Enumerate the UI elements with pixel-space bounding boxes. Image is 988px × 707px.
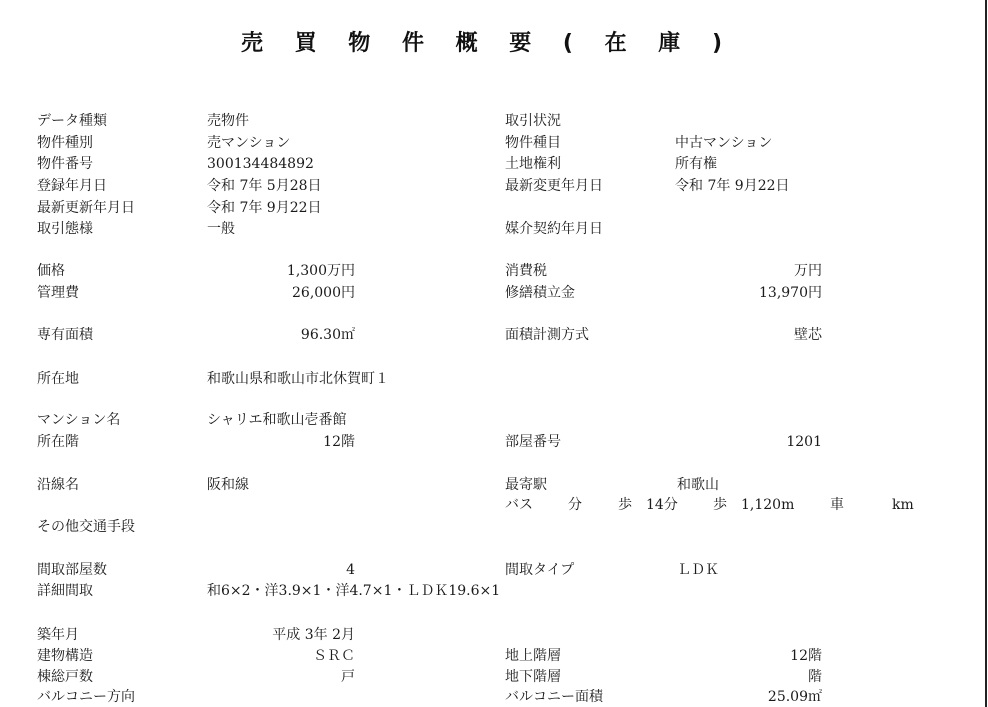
label-consumption-tax: 消費税 — [505, 263, 547, 279]
value-above-ground-floors: 12階 — [790, 648, 822, 664]
value-total-units: 戸 — [341, 669, 355, 685]
label-walk-from-bus: 歩 — [618, 497, 632, 513]
label-data-type: データ種類 — [37, 113, 107, 129]
value-railway-line: 阪和線 — [207, 477, 249, 493]
label-nearest-station: 最寄駅 — [505, 477, 547, 493]
value-underground-floors: 階 — [808, 669, 822, 685]
car-distance-unit: km — [892, 497, 914, 513]
label-car: 車 — [830, 497, 844, 513]
value-land-rights: 所有権 — [675, 156, 717, 172]
label-bus: バス — [505, 497, 533, 513]
page-right-border — [985, 0, 987, 707]
label-last-update-date: 最新更新年月日 — [37, 200, 135, 216]
value-room-number: 1201 — [786, 434, 822, 450]
label-building-structure: 建物構造 — [37, 648, 93, 664]
label-last-change-date: 最新変更年月日 — [505, 178, 603, 194]
label-transaction-mode: 取引態様 — [37, 221, 93, 237]
value-exclusive-area: 96.30㎡ — [300, 327, 355, 343]
label-management-fee: 管理費 — [37, 285, 79, 301]
label-underground-floors: 地下階層 — [505, 669, 561, 685]
value-address: 和歌山県和歌山市北休賀町１ — [207, 371, 389, 387]
value-data-type: 売物件 — [207, 113, 249, 129]
value-floor: 12階 — [323, 434, 355, 450]
label-other-transport: その他交通手段 — [37, 519, 135, 535]
label-floor: 所在階 — [37, 434, 79, 450]
label-layout-detail: 詳細間取 — [37, 583, 93, 599]
value-layout-type: ＬＤＫ — [677, 562, 719, 578]
label-area-measurement-method: 面積計測方式 — [505, 327, 589, 343]
value-mansion-name: シャリエ和歌山壱番館 — [207, 412, 347, 428]
value-property-number: 300134484892 — [207, 156, 314, 172]
label-address: 所在地 — [37, 371, 79, 387]
value-layout-detail: 和6×2・洋3.9×1・洋4.7×1・ＬＤＫ19.6×1 — [207, 583, 501, 599]
value-walk-distance: 1,120m — [741, 497, 795, 513]
value-price: 1,300万円 — [286, 263, 355, 279]
label-registration-date: 登録年月日 — [37, 178, 107, 194]
value-last-update-date: 令和 7年 9月22日 — [207, 200, 322, 216]
label-transaction-status: 取引状況 — [505, 113, 561, 129]
value-consumption-tax: 万円 — [794, 263, 822, 279]
label-above-ground-floors: 地上階層 — [505, 648, 561, 664]
value-balcony-area: 25.09㎡ — [767, 689, 822, 705]
label-mansion-name: マンション名 — [37, 412, 121, 428]
label-property-type: 物件種目 — [505, 135, 561, 151]
label-land-rights: 土地権利 — [505, 156, 561, 172]
label-total-units: 棟総戸数 — [37, 669, 93, 685]
label-brokerage-contract-date: 媒介契約年月日 — [505, 221, 603, 237]
value-area-measurement-method: 壁芯 — [794, 327, 822, 343]
label-property-number: 物件番号 — [37, 156, 93, 172]
label-property-category: 物件種別 — [37, 135, 93, 151]
value-management-fee: 26,000円 — [292, 285, 355, 301]
label-built-date: 築年月 — [37, 627, 79, 643]
label-exclusive-area: 専有面積 — [37, 327, 93, 343]
label-room-count: 間取部屋数 — [37, 562, 107, 578]
label-railway-line: 沿線名 — [37, 477, 79, 493]
label-repair-reserve: 修繕積立金 — [505, 285, 575, 301]
value-registration-date: 令和 7年 5月28日 — [207, 178, 322, 194]
page-title: 売 買 物 件 概 要 ( 在 庫 ) — [240, 31, 735, 56]
bus-minutes-unit: 分 — [568, 497, 582, 513]
label-room-number: 部屋番号 — [505, 434, 561, 450]
value-walk-minutes: 14分 — [646, 497, 678, 513]
label-walk-distance: 歩 — [713, 497, 727, 513]
value-transaction-mode: 一般 — [207, 221, 235, 237]
value-nearest-station: 和歌山 — [677, 477, 719, 493]
value-last-change-date: 令和 7年 9月22日 — [675, 178, 790, 194]
value-building-structure: ＳＲＣ — [313, 648, 355, 664]
label-price: 価格 — [37, 263, 65, 279]
label-balcony-direction: バルコニー方向 — [37, 689, 135, 705]
value-property-type: 中古マンション — [675, 135, 773, 151]
value-room-count: 4 — [346, 562, 355, 578]
value-repair-reserve: 13,970円 — [759, 285, 822, 301]
label-balcony-area: バルコニー面積 — [505, 689, 603, 705]
value-built-date: 平成 3年 2月 — [272, 627, 355, 643]
label-layout-type: 間取タイプ — [505, 562, 575, 578]
value-property-category: 売マンション — [207, 135, 291, 151]
